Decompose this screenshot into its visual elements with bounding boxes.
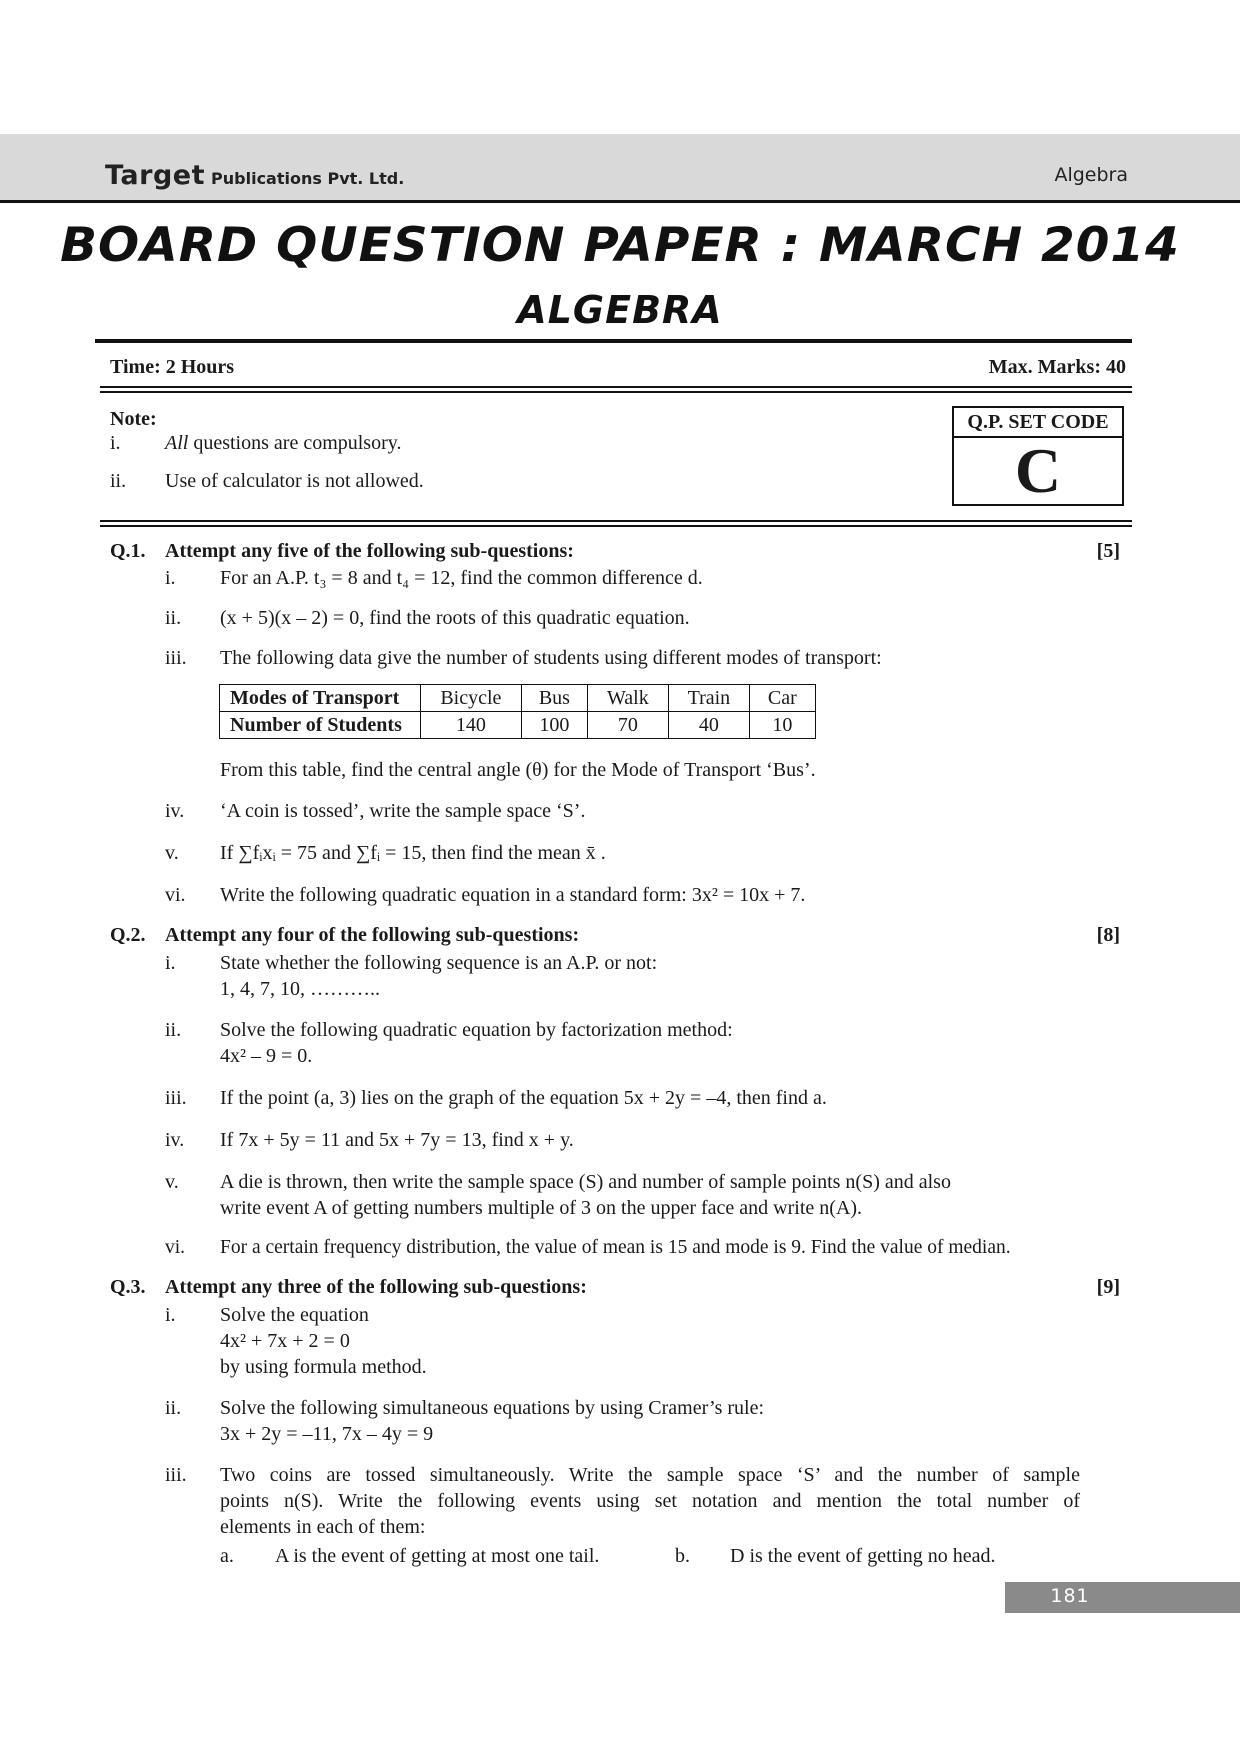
sub-q-number: ii. <box>165 607 182 629</box>
sub-q-number: vi. <box>165 1237 186 1258</box>
table-cell: Bus <box>521 685 587 712</box>
rule-meta-bottom-1 <box>100 386 1132 388</box>
sub-q-text: Two coins are tossed simultaneously. Write the sample space ‘S’ and the number of sample <box>220 1464 1080 1486</box>
sub-q-text: (x + 5)(x – 2) = 0, find the roots of this quadratic equation. <box>220 607 690 629</box>
publisher-name: Publications Pvt. Ltd. <box>211 169 405 188</box>
table-row-header: Number of Students <box>220 712 421 739</box>
table-row-header: Modes of Transport <box>220 685 421 712</box>
sub-q-number: iii. <box>165 647 187 669</box>
note-item-text: Use of calculator is not allowed. <box>165 470 424 492</box>
sub-q-text: The following data give the number of students using different modes of transport: <box>220 647 882 669</box>
running-header <box>0 134 1240 203</box>
sub-q-text: ‘A coin is tossed’, write the sample space ‘S’. <box>220 800 586 822</box>
sub-q-text: 3x + 2y = –11, 7x – 4y = 9 <box>220 1423 434 1445</box>
set-code-box <box>952 406 1124 506</box>
publisher-logo <box>105 160 404 191</box>
note-emphasis: All <box>165 432 189 454</box>
sub-q-text: 1, 4, 7, 10, ……….. <box>220 978 380 1000</box>
note-item-num: i. <box>110 432 121 454</box>
sub-q-text: 4x² + 7x + 2 = 0 <box>220 1330 350 1352</box>
paper-subtitle: ALGEBRA <box>517 288 723 332</box>
q2-title: Attempt any four of the following sub-questions: <box>165 924 580 946</box>
q2-number: Q.2. <box>110 924 146 946</box>
table-cell: 100 <box>521 712 587 739</box>
sub-q-text: For an A.P. t₃ = 8 and t₄ = 12, find the common difference d. <box>220 567 703 589</box>
q1-title: Attempt any five of the following sub-questions: <box>165 540 574 562</box>
part-number: b. <box>675 1545 690 1567</box>
set-code-value: C <box>1014 435 1062 506</box>
sub-q-text: 4x² – 9 = 0. <box>220 1045 313 1067</box>
table-cell: Walk <box>587 685 668 712</box>
sub-q-text: Solve the following simultaneous equations by using Cramer’s rule: <box>220 1397 765 1419</box>
table-cell: Train <box>668 685 749 712</box>
sub-q-number: i. <box>165 567 176 589</box>
sub-q-text: If ∑fᵢxᵢ = 75 and ∑fᵢ = 15, then find the mean x̄ . <box>220 842 606 864</box>
sub-q-text: If the point (a, 3) lies on the graph of the equation 5x + 2y = –4, then find a. <box>220 1087 827 1109</box>
q2-marks: [8] <box>1096 924 1120 946</box>
sub-q-number: v. <box>165 1171 179 1193</box>
sub-q-number: v. <box>165 842 179 864</box>
sub-q-number: iv. <box>165 800 185 822</box>
part-text: D is the event of getting no head. <box>730 1545 996 1567</box>
table-cell: Bicycle <box>420 685 521 712</box>
sub-q-text: Solve the following quadratic equation by factorization method: <box>220 1019 733 1041</box>
table-cell: 70 <box>587 712 668 739</box>
table-cell: Car <box>749 685 815 712</box>
q3-title: Attempt any three of the following sub-questions: <box>165 1276 587 1298</box>
sub-q-text: For a certain frequency distribution, the value of mean is 15 and mode is 9. Find the value of median. <box>220 1237 1011 1258</box>
sub-q-number: ii. <box>165 1397 182 1419</box>
q3-number: Q.3. <box>110 1276 146 1298</box>
set-code-label: Q.P. SET CODE <box>954 408 1122 438</box>
transport-table <box>219 684 816 739</box>
sub-q-number: iii. <box>165 1464 187 1486</box>
page-number: 181 <box>1050 1585 1090 1607</box>
sub-q-number: iii. <box>165 1087 187 1109</box>
part-number: a. <box>220 1545 234 1567</box>
sub-q-text: points n(S). Write the following events using set notation and mention the total number of <box>220 1490 1080 1512</box>
rule-top <box>95 339 1132 343</box>
q1-marks: [5] <box>1096 540 1120 562</box>
sub-q-number: i. <box>165 1304 176 1326</box>
table-cell: 140 <box>420 712 521 739</box>
paper-title: BOARD QUESTION PAPER : MARCH 2014 <box>60 218 1180 273</box>
note-title: Note: <box>110 408 157 430</box>
table-cell: 10 <box>749 712 815 739</box>
sub-q-text: Write the following quadratic equation in a standard form: 3x² = 10x + 7. <box>220 884 806 906</box>
max-marks: Max. Marks: 40 <box>988 356 1126 378</box>
table-row <box>220 685 816 712</box>
table-cell: 40 <box>668 712 749 739</box>
q3-marks: [9] <box>1096 1276 1120 1298</box>
sub-q-text: elements in each of them: <box>220 1516 426 1538</box>
rule-note-bottom-2 <box>100 525 1132 527</box>
rule-meta-bottom-2 <box>100 391 1132 393</box>
subject-tag: Algebra <box>1054 164 1128 186</box>
brand-name: Target <box>105 160 206 191</box>
sub-q-text: by using formula method. <box>220 1356 427 1378</box>
part-text: A is the event of getting at most one tail. <box>275 1545 600 1567</box>
sub-q-text: If 7x + 5y = 11 and 5x + 7y = 13, find x + y. <box>220 1129 574 1151</box>
sub-q-text: write event A of getting numbers multiple of 3 on the upper face and write n(A). <box>220 1197 863 1219</box>
note-item-num: ii. <box>110 470 127 492</box>
sub-q-number: iv. <box>165 1129 185 1151</box>
table-row <box>220 712 816 739</box>
sub-q-text: A die is thrown, then write the sample space (S) and number of sample points n(S) and also <box>220 1171 951 1193</box>
q1-number: Q.1. <box>110 540 146 562</box>
note-item-rest: questions are compulsory. <box>188 432 402 454</box>
sub-q-number: ii. <box>165 1019 182 1041</box>
sub-q-number: i. <box>165 952 176 974</box>
sub-q-text: Solve the equation <box>220 1304 369 1326</box>
note-item-text <box>165 432 401 455</box>
sub-q-text: State whether the following sequence is an A.P. or not: <box>220 952 658 974</box>
time-allowed: Time: 2 Hours <box>110 356 235 378</box>
sub-q-number: vi. <box>165 884 186 906</box>
rule-note-bottom-1 <box>100 520 1132 522</box>
sub-q-text: From this table, find the central angle (θ) for the Mode of Transport ‘Bus’. <box>220 759 816 781</box>
